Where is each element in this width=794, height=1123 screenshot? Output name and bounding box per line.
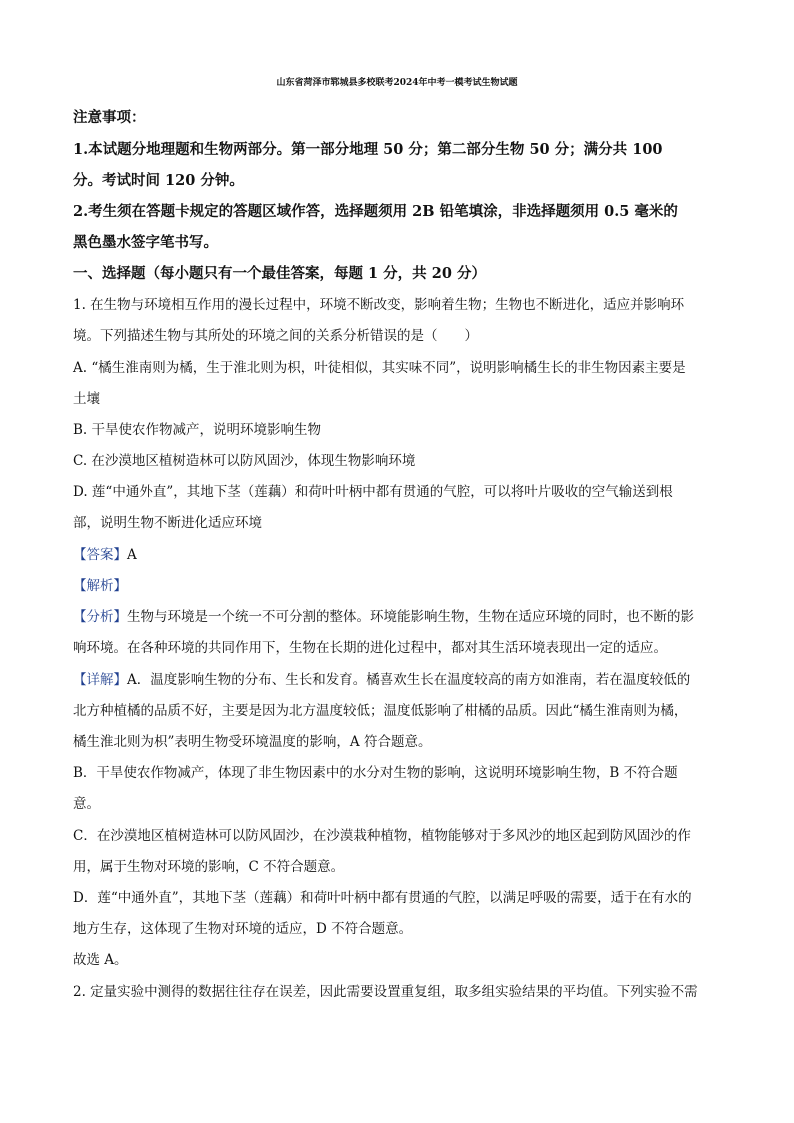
q1-xiangjie-line-2: 北方种植橘的品质不好，主要是因为北方温度较低；温度低影响了柑橘的品质。因此“橘生淮南则为橘， <box>73 703 688 719</box>
q1-option-c: C. 在沙漠地区植树造林可以防风固沙，体现生物影响环境 <box>73 453 416 469</box>
notice-item-2-line-2: 黑色墨水签字笔书写。 <box>73 234 218 251</box>
notice-heading: 注意事项： <box>73 109 146 126</box>
q1-explain-d-line-1: D．莲“中通外直”，其地下茎（莲藕）和荷叶叶柄中都有贯通的气腔，以满足呼吸的需要，适于在有水的 <box>73 890 692 906</box>
q1-explain-c-line-2: 用，属于生物对环境的影响，C 不符合题意。 <box>73 859 345 875</box>
fenxi-text-1: 生物与环境是一个统一不可分割的整体。环境能影响生物，生物在适应环境的同时，也不断的影 <box>127 609 694 625</box>
notice-item-2-line-1: 2.考生须在答题卡规定的答题区域作答，选择题须用 2B 铅笔填涂，非选择题须用 0.5 毫米的 <box>73 203 678 220</box>
q1-option-d-line-2: 部，说明生物不断进化适应环境 <box>73 515 262 531</box>
q1-option-a-line-1: A. “橘生淮南则为橘，生于淮北则为枳，叶徒相似，其实味不同”，说明影响橘生长的非生物因素主要是 <box>73 360 686 376</box>
notice-item-1-line-1: 1.本试题分地理题和生物两部分。第一部分地理 50 分；第二部分生物 50 分；满分共 100 <box>73 141 663 158</box>
q1-xiangjie-line-1 <box>73 670 723 690</box>
fenxi-label: 【分析】 <box>73 609 127 625</box>
q1-explain-b-line-1: B．干旱使农作物减产，体现了非生物因素中的水分对生物的影响，这说明环境影响生物，B 不符合题 <box>73 765 678 781</box>
q1-xiangjie-line-3: 橘生淮北则为枳”表明生物受环境温度的影响，A 符合题意。 <box>73 734 432 750</box>
q1-fenxi-line-2: 响环境。在各种环境的共同作用下，生物在长期的进化过程中，都对其生活环境表现出一定的适应。 <box>73 640 667 656</box>
q1-explain-c-line-1: C．在沙漠地区植树造林可以防风固沙，在沙漠栽种植物，植物能够对于多风沙的地区起到防风固沙的作 <box>73 828 691 844</box>
q1-explain-b-line-2: 意。 <box>73 796 100 812</box>
section-heading: 一、选择题（每小题只有一个最佳答案，每题 1 分，共 20 分） <box>73 265 486 282</box>
notice-item-1-line-2: 分。考试时间 120 分钟。 <box>73 172 244 189</box>
q2-stem-line-1: 2. 定量实验中测得的数据往往存在误差，因此需要设置重复组，取多组实验结果的平均值。下列实验不需 <box>73 984 698 1000</box>
q1-option-b: B. 干旱使农作物减产，说明环境影响生物 <box>73 422 322 438</box>
answer-value: A <box>127 547 137 563</box>
q1-option-d-line-1: D. 莲“中通外直”，其地下茎（莲藕）和荷叶叶柄中都有贯通的气腔，可以将叶片吸收的空气输送到根 <box>73 484 673 500</box>
q1-answer <box>73 545 723 565</box>
document-title: 山东省菏泽市郓城县多校联考2024年中考一模考试生物试题 <box>276 78 518 88</box>
xiangjie-text-1: A．温度影响生物的分布、生长和发育。橘喜欢生长在温度较高的南方如淮南，若在温度较低的 <box>127 672 691 688</box>
q1-stem-line-2: 境。下列描述生物与其所处的环境之间的关系分析错误的是（ ） <box>73 328 478 344</box>
q1-analysis-label <box>73 576 723 596</box>
q1-explain-d-line-2: 地方生存，这体现了生物对环境的适应，D 不符合题意。 <box>73 921 413 937</box>
answer-label: 【答案】 <box>73 547 127 563</box>
q1-fenxi-line-1 <box>73 607 723 627</box>
analysis-label: 【解析】 <box>73 578 127 594</box>
q1-option-a-line-2: 土壤 <box>73 391 100 407</box>
q1-stem-line-1: 1. 在生物与环境相互作用的漫长过程中，环境不断改变，影响着生物；生物也不断进化，适应并影响环 <box>73 297 685 313</box>
xiangjie-label: 【详解】 <box>73 672 127 688</box>
q1-conclusion: 故选 A。 <box>73 952 128 968</box>
